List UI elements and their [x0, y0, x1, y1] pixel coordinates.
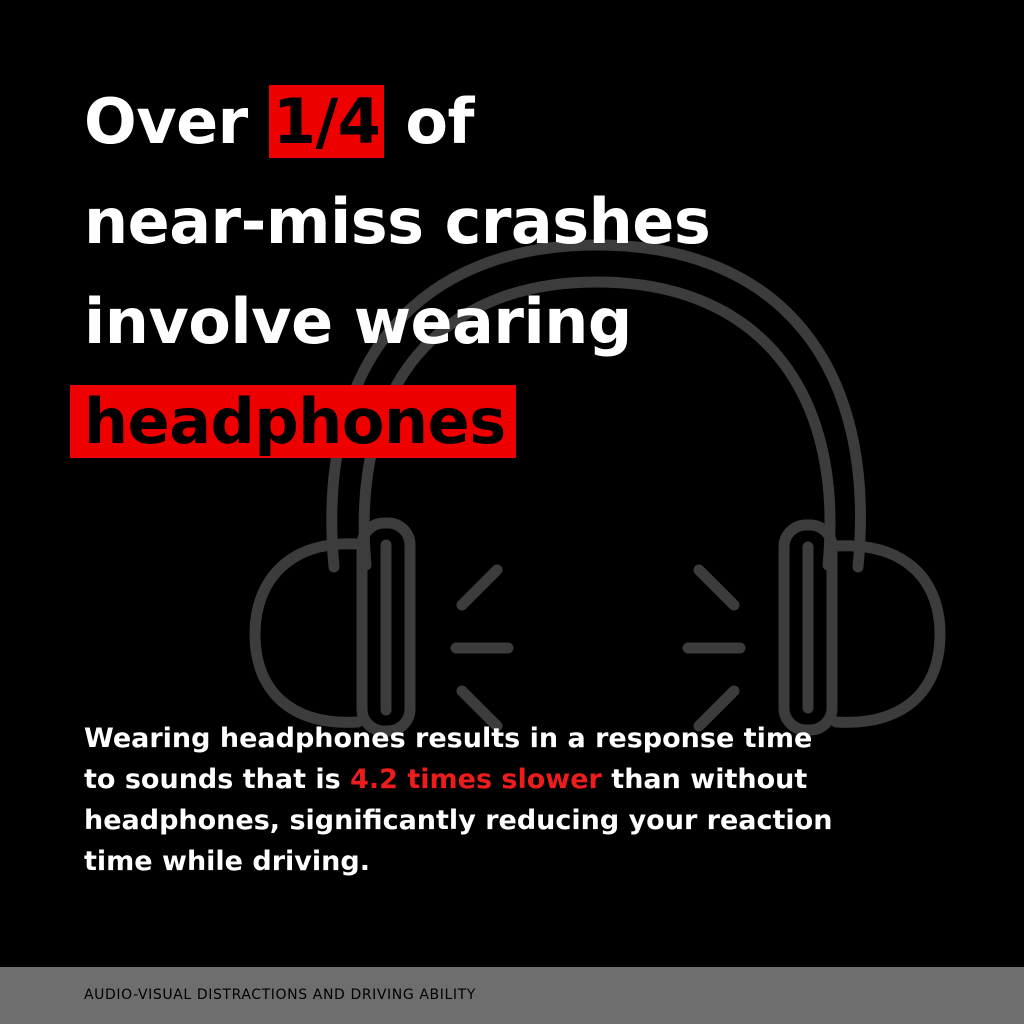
headline-headphones-highlight: headphones: [70, 385, 516, 458]
headline-line-2: near-miss crashes: [84, 185, 711, 258]
headline-over: Over: [84, 85, 248, 158]
body-text-part-1: Wearing headphones results in a response time to sounds that is: [84, 723, 813, 795]
footer-label: AUDIO-VISUAL DISTRACTIONS AND DRIVING ABILITY: [84, 987, 476, 1003]
headline: [84, 72, 964, 472]
headline-line-3: involve wearing: [84, 285, 632, 358]
footer-bar: [0, 967, 1024, 1024]
headline-fraction-highlight: 1/4: [269, 85, 384, 158]
body-text-part-2: than without headphones, significantly reducing your reaction time while driving.: [84, 764, 833, 877]
headline-line-4: [84, 372, 964, 472]
headline-of: of: [405, 85, 474, 158]
headline-line-1: [84, 72, 964, 172]
body-paragraph: [84, 718, 844, 882]
body-highlight: 4.2 times slower: [350, 764, 602, 795]
